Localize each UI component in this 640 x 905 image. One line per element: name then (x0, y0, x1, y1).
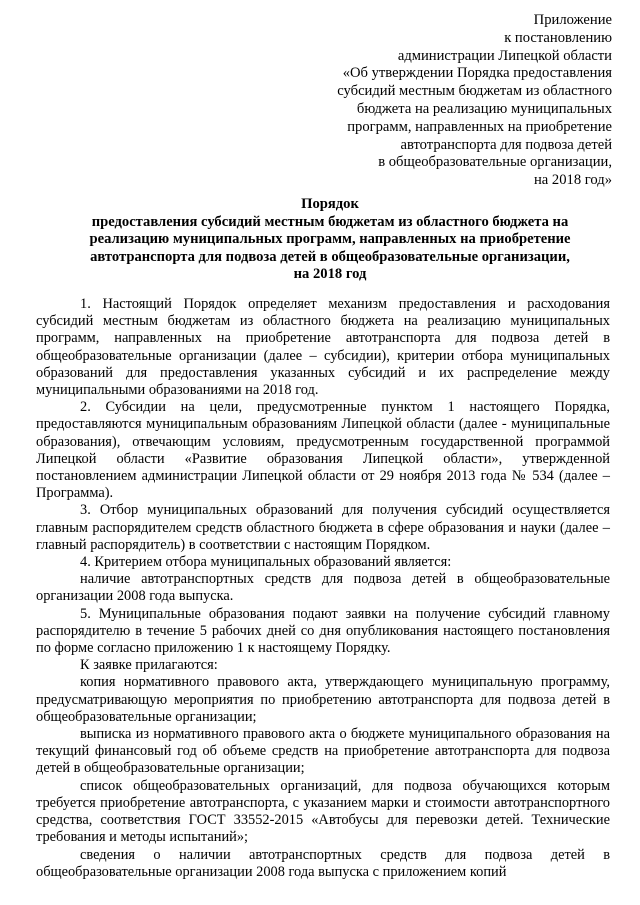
appendix-line: субсидий местным бюджетам из областного (337, 83, 612, 100)
paragraph-4: 4. Критерием отбора муниципальных образований является: (80, 554, 452, 571)
paragraph-attachment-item: копия нормативного правового акта, утверждающего муниципальную программу, предусматривающую мероприятия по приобретению автотранспорта для подвоза детей в общеобразовательные организации; (36, 674, 610, 725)
paragraph-2: 2. Субсидии на цели, предусмотренные пунктом 1 настоящего Порядка, предоставляются муниципальным образованиям Липецкой области (далее - муниципальные образования), отвечающим условиям, предусмотренным государственной программой Липецкой области «Развитие образования Липецкой области», утвержденной постановлением администрации Липецкой области от 29 ноября 2013 года № 534 (далее – Программа). (36, 399, 610, 502)
paragraph-attachments-intro: К заявке прилагаются: (80, 657, 218, 674)
appendix-line: Приложение (533, 12, 612, 28)
appendix-line: «Об утверждении Порядка предоставления (342, 65, 612, 82)
title-line: на 2018 год (293, 266, 367, 282)
appendix-line: на 2018 год» (534, 172, 612, 189)
appendix-line: программ, направленных на приобретение (347, 118, 612, 135)
paragraph-attachment-item: список общеобразовательных организаций, для подвоза обучающихся которым требуется приобретение автотранспорта, с указанием марки и стоимости автотранспортного средства, соответствия ГОСТ 33552-2015 «Автобусы для перевозки детей. Технические требования и методы испытаний»; (36, 777, 610, 846)
appendix-line: к постановлению (504, 29, 612, 46)
paragraph-attachment-item: сведения о наличии автотранспортных средств для подвоза детей в общеобразовательные организации 2008 года выпуска с приложением копий (36, 846, 610, 880)
appendix-line: администрации Липецкой области (397, 47, 612, 64)
paragraph-criterion: наличие автотранспортных средств для подвоза детей в общеобразовательные организации 2008 года выпуска. (36, 571, 610, 605)
paragraph-1: 1. Настоящий Порядок определяет механизм предоставления и расходования субсидий местным бюджетам из областного бюджета на реализацию муниципальных программ, направленных на приобретение автотранспорта для подвоза детей в общеобразовательные организации (далее – субсидии), критерии отбора муниципальных образований для предоставления указанных субсидий и их распределение между муниципальными образованиями на 2018 год. (36, 296, 610, 399)
title-line: предоставления субсидий местным бюджетам из областного бюджета на (91, 213, 569, 230)
title-line: Порядок (301, 196, 359, 212)
appendix-header (252, 12, 612, 190)
paragraph-attachment-item: выписка из нормативного правового акта о бюджете муниципального образования на текущий финансовый год об объеме средств на приобретение автотранспорта для подвоза детей в общеобразовательные организации; (36, 726, 610, 777)
appendix-line: в общеобразовательные организации, (378, 154, 612, 171)
document-body (36, 296, 610, 881)
appendix-line: автотранспорта для подвоза детей (400, 136, 612, 153)
appendix-line: бюджета на реализацию муниципальных (356, 100, 612, 117)
paragraph-3: 3. Отбор муниципальных образований для получения субсидий осуществляется главным распорядителем средств областного бюджета в сфере образования и науки (далее – главный распорядитель) в соответствии с настоящим Порядком. (36, 502, 610, 553)
paragraph-5: 5. Муниципальные образования подают заявки на получение субсидий главному распорядителю в течение 5 рабочих дней со дня опубликования настоящего постановления по форме согласно приложению 1 к настоящему Порядку. (36, 605, 610, 657)
title-line: автотранспорта для подвоза детей в общеобразовательные организации, (90, 248, 570, 265)
document-title (60, 196, 600, 284)
title-line: реализацию муниципальных программ, направленных на приобретение (89, 231, 571, 247)
